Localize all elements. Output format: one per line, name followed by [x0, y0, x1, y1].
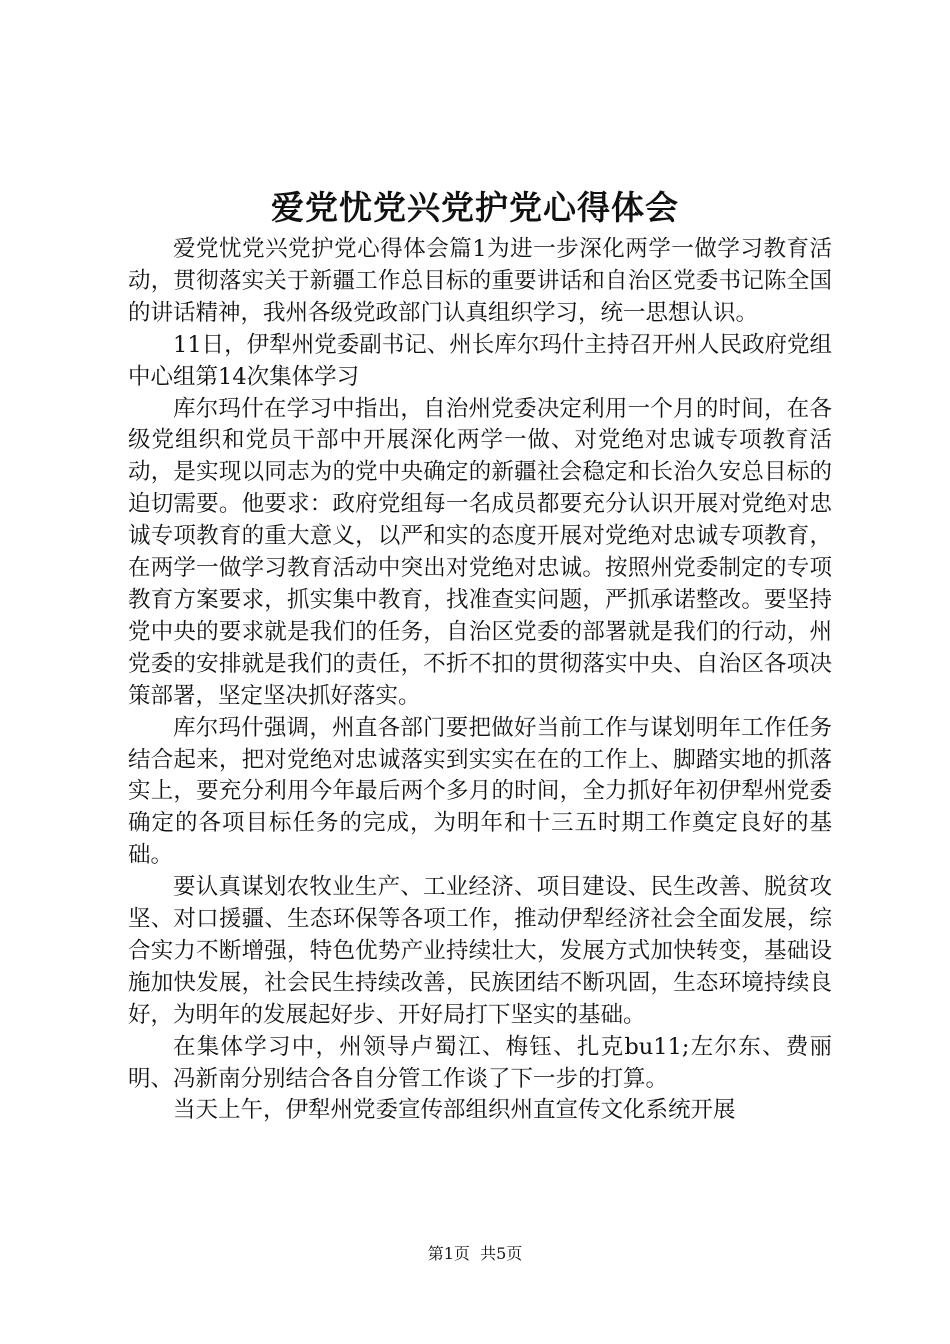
- page-number: 第1页: [427, 1244, 470, 1263]
- paragraph: 当天上午，伊犁州党委宣传部组织州直宣传文化系统开展: [173, 1097, 736, 1124]
- paragraph: 库尔玛什强调，州直各部门要把做好当前工作与谋划明年工作任务结合起来，把对党绝对忠诚落实到实实在在的工作上、脚踏实地的抓落实上，要充分利用今年最后两个多月的时间，全力抓好年初伊犁州党委确定的各项目标任务的完成，为明年和十三五时期工作奠定良好的基础。: [128, 714, 832, 869]
- paragraph: 11日，伊犁州党委副书记、州长库尔玛什主持召开州人民政府党组中心组第14次集体学习: [128, 331, 832, 390]
- paragraph: 爱党忧党兴党护党心得体会篇1为进一步深化两学一做学习教育活动，贯彻落实关于新疆工作总目标的重要讲话和自治区党委书记陈全国的讲话精神，我州各级党政部门认真组织学习，统一思想认识。: [128, 236, 832, 326]
- document-body: [128, 234, 832, 1127]
- paragraph: 要认真谋划农牧业生产、工业经济、项目建设、民生改善、脱贫攻坚、对口援疆、生态环保等各项工作，推动伊犁经济社会全面发展，综合实力不断增强，特色优势产业持续壮大，发展方式加快转变，基础设施加快发展，社会民生持续改善，民族团结不断巩固，生态环境持续良好，为明年的发展起好步、开好局打下坚实的基础。: [128, 874, 832, 1028]
- paragraph: 在集体学习中，州领导卢蜀江、梅钰、扎克bu11;左尔东、费丽明、冯新南分别结合各自分管工作谈了下一步的打算。: [128, 1033, 832, 1092]
- document-title: 爱党忧党兴党护党心得体会: [271, 188, 679, 227]
- paragraph: 库尔玛什在学习中指出，自治州党委决定利用一个月的时间，在各级党组织和党员干部中开展深化两学一做、对党绝对忠诚专项教育活动，是实现以同志为的党中央确定的新疆社会稳定和长治久安总目标的迫切需要。他要求：政府党组每一名成员都要充分认识开展对党绝对忠诚专项教育的重大意义，以严和实的态度开展对党绝对忠诚专项教育，在两学一做学习教育活动中突出对党绝对忠诚。按照州党委制定的专项教育方案要求，抓实集中教育，找准查实问题，严抓承诺整改。要坚持党中央的要求就是我们的任务，自治区党委的部署就是我们的行动，州党委的安排就是我们的责任，不折不扣的贯彻落实中央、自治区各项决策部署，坚定坚决抓好落实。: [128, 395, 832, 709]
- page-footer: [0, 1243, 950, 1265]
- page-total: 共5页: [480, 1244, 523, 1263]
